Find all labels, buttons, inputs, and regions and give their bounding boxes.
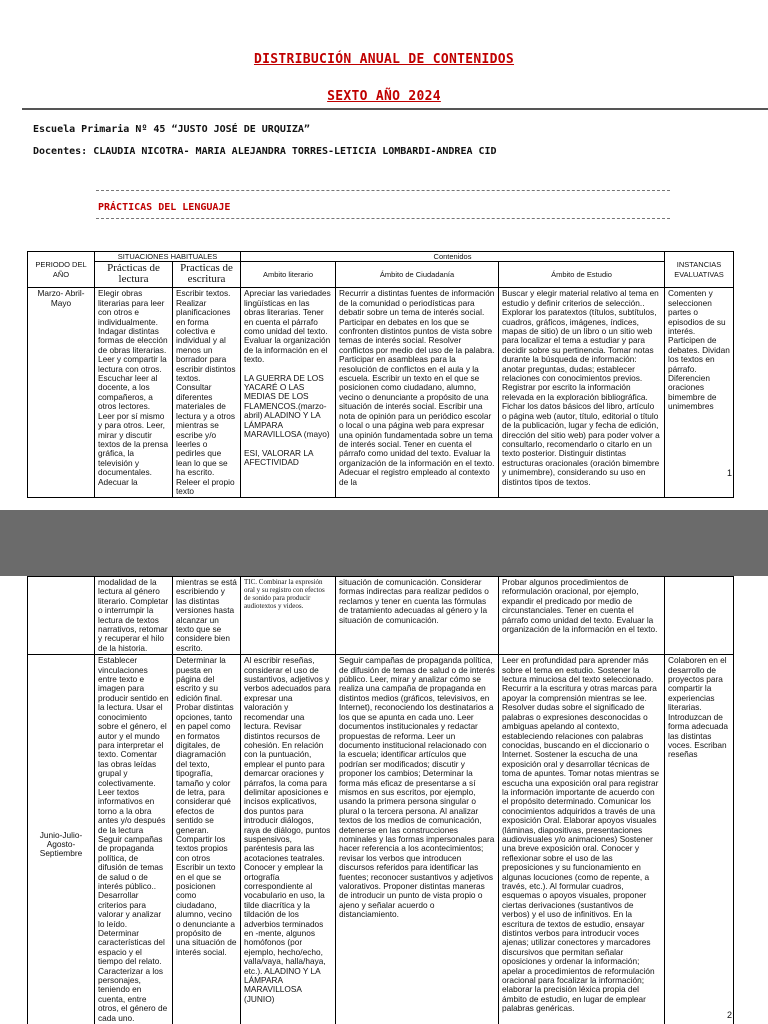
escritura-cell-continued: mientras se está escribiendo y las distintas versiones hasta alcanzar un texto que se considere bien escrito. [173,577,241,655]
header-divider [22,108,768,110]
header-ambito-estudio: Ámbito de Estudio [499,262,665,288]
header-practicas-escritura: Practicas de escritura [173,262,241,288]
period-cell-continued [28,577,95,655]
document-title: DISTRIBUCIÓN ANUAL DE CONTENIDOS [253,52,515,67]
ciudadania-cell: Seguir campañas de propaganda política, de difusión de temas de salud o de interés público. Leer, mirar y analizar cómo se realiza una campaña de propaganda en distintos medios (gráficos, televisivos, en Internet), reconociendo los destinatarios a los que se apunta en cada uno. Leer documentos institucionales y redactar propuestas de reforma. Leer un documento institucional relacionado con la escuela; identificar artículos que podrían ser modificados; discutir y proponer los cambios; Determinar la forma más eficaz de presentarse a sí mismos en sus escritos, por ejemplo, usando la primera persona singular o plural o la tercera persona. Al analizar textos de los medios de comunicación, detenerse en las construcciones nominales y las formas impersonales para hacer referencia a los acontecimientos; revisar los verbos que introducen discursos referidos para identificar las fuentes; reconocer sustantivos y adjetivos valorativos. Proponer distintas maneras de introducir un punto de vista propio o ajeno y señalar acuerdo o distanciamiento. [336,655,499,1024]
lectura-cell-continued: modalidad de la lectura al género literario. Completar o interrumpir la lectura de textos narrativos, retomar y recuperar el hilo de la historia. [95,577,173,655]
header-ambito-ciudadania: Ámbito de Ciudadanía [336,262,499,288]
escritura-cell: Determinar la puesta en página del escrito y su edición final. Probar distintas opciones, tanto en papel como en formatos digitales, de diagramación del texto, tipografía, tamaño y color de letra, para considerar qué efectos de sentido se generan. Compartir los textos propios con otros Escribir un texto en el que se posicionen como ciudadano, alumno, vecino o denunciante a propósito de una situación de interés social. [173,655,241,1024]
ciudadania-cell: Recurrir a distintas fuentes de información de la comunidad o periodísticas para debatir sobre un tema de interés social. Participar en debates en los que se confronten distintos puntos de vista sobre temas de interés social. Resolver conflictos por medio del uso de la palabra. Participar en asambleas para la resolución de conflictos en el aula y la escuela. Escribir un texto en el que se posicionen como ciudadano, alumno, vecino o denunciante a propósito de una situación de interés social. Escribir una nota de opinión para un periódico escolar o local o una página web para expresar una opinión fundamentada sobre un tema de interés social. Tener en cuenta el párrafo como unidad del texto. Evaluar la organización de la información en el texto. Adecuar el registro empleado al contexto de la [336,288,499,498]
document-page-2 [0,576,768,1024]
literario-cell: Al escribir reseñas, considerar el uso de sustantivos, adjetivos y verbos adecuados para expresar una valoración y recomendar una lectura. Revisar distintos recursos de cohesión. En relación con la puntuación, emplear el punto para demarcar oraciones y párrafos, la coma para delimitar aposiciones e incisos explicativos, dos puntos para introducir diálogos, raya de diálogo, puntos suspensivos, paréntesis para las acotaciones teatrales. Conocer y emplear la ortografía correspondiente al vocabulario en uso, la tilde diacrítica y la tildación de los adverbios terminados en -mente, algunos homófonos (por ejemplo, hecho/echo, valla/vaya, halla/haya, etc.). ALADINO Y LA LÁMPARA MARAVILLOSA (JUNIO) [241,655,336,1024]
page-number: 1 [727,468,733,478]
literario-text: Apreciar las variedades lingüísticas en las obras literarias. Tener en cuenta el párrafo como unidad del texto. Evaluar la organización de la información en el texto. [244,288,331,365]
evaluativas-cell: Comenten y seleccionen partes o episodios de su interés. Participen de debates. Dividan los textos en párrafo. Diferencien oraciones bimembre de unimembres [665,288,734,498]
period-cell: Marzo- Abril- Mayo [28,288,95,498]
header-instancias: INSTANCIAS EVALUATIVAS [665,252,734,288]
header-contenidos: Contenidos [241,252,665,262]
header-period: PERIODO DEL AÑO [28,252,95,288]
literario-esi: ESI, VALORAR LA AFECTIVIDAD [244,447,314,467]
contents-table-continued [27,576,734,1024]
escritura-cell: Escribir textos. Realizar planificaciones en forma colectiva e individual y al menos un borrador para escribir distintos textos. Consultar diferentes materiales de lectura y a otros mientras se escribe y/o leerles o pedirles que lean lo que se ha escrito. Releer el propio texto [173,288,241,498]
dashed-divider [96,190,670,191]
contents-table [27,251,734,498]
evaluativas-cell-continued [665,577,734,655]
ciudadania-cell-continued: situación de comunicación. Considerar formas indirectas para realizar pedidos o reclamos y tener en cuenta las fórmulas de tratamiento adecuadas al género y la situación de comunicación. [336,577,499,655]
header-practicas-lectura: Prácticas de lectura [95,262,173,288]
document-page-1 [0,0,768,510]
header-ambito-literario: Ambito literario [241,262,336,288]
page-number: 2 [727,1010,733,1020]
section-title: PRÁCTICAS DEL LENGUAJE [98,202,231,213]
lectura-cell: Elegir obras literarias para leer con otros e individualmente. Indagar distintas formas de elección de obras literarias. Leer y compartir la lectura con otros. Escuchar leer al docente, a los compañeros, a otros lectores. Leer por sí mismo y para otros. Leer, mirar y discutir textos de la prensa gráfica, la televisión y documentales. Adecuar la [95,288,173,498]
school-name: Escuela Primaria Nº 45 “JUSTO JOSÉ DE URQUIZA” [33,124,310,135]
literario-readings: LA GUERRA DE LOS YACARÉ O LAS MEDIAS DE LOS FLAMENCOS.(marzo-abril) ALADINO Y LA LÁMPARA MARAVILLOSA (mayo) [244,372,330,440]
estudio-cell: Buscar y elegir material relativo al tema en estudio y definir criterios de selección.. Explorar los paratextos (títulos, subtítulos, cuadros, gráficos, imágenes, índices, mapas de sitio) de un libro o un sitio web para localizar el tema a estudiar y para decidir sobre su pertinencia. Tomar notas durante la búsqueda de información: anotar preguntas, dudas; establecer relaciones con conocimientos previos. Registrar por escrito la información relevada en la exploración bibliográfica. Fichar los datos básicos del libro, artículo o página web (autor, título, editorial o título de la publicación, lugar y fecha de edición, dirección del sitio web) para poder volver a consultarlo, recomendarlo o citarlo en un texto posterior. Distinguir distintas estructuras oracionales (oración bimembre y unimembre), considerando su uso en distintos tipos de textos. [499,288,665,498]
period-cell: Junio-Julio-Agosto-Septiembre [28,655,95,1024]
literario-cell-continued: TIC. Combinar la expresión oral y su registro con efectos de sonido para producir audiotextos y videos. [241,577,336,655]
literario-cell [241,288,336,498]
estudio-cell: Leer en profundidad para aprender más sobre el tema en estudio. Sostener la lectura minuciosa del texto seleccionado. Recurrir a la escritura y otras marcas para apoyar la comprensión mientras se lee. Resolver dudas sobre el significado de palabras o expresiones desconocidas o ambiguas apelando al contexto, estableciendo relaciones con palabras conocidas, buscando en el diccionario o Internet. Sostener la escucha de una exposición oral y desarrollar técnicas de toma de apuntes. Tomar notas mientras se escucha una exposición oral para registrar la información importante de acuerdo con el propósito determinado. Comunicar los conocimientos adquiridos a través de una exposición Oral. Elaborar apoyos visuales (láminas, diapositivas, presentaciones audiovisuales y/o animaciones) Sostener una breve exposición oral. Conocer y reflexionar sobre el uso de las preposiciones y su funcionamiento en algunas locuciones (como de repente, a través, etc.). Al formular cuadros, esquemas o apoyos visuales, proponer ciertas derivaciones (sustantivos de verbos) y el uso de infinitivos. En la escritura de textos de estudio, ensayar distintos verbos para introducir voces ajenas; utilizar conectores y marcadores discursivos que permitan señalar oposiciones y ordenar la información; apelar a procedimientos de reformulación oracional para focalizar la información; elaborar la precisión léxica propia del ámbito de estudio, en lugar de emplear palabras genéricas. [499,655,665,1024]
evaluativas-cell: Colaboren en el desarrollo de proyectos para compartir la experiencias literarias. Introduzcan de forma adecuada las distintas voces. Escriban reseñas [665,655,734,1024]
dashed-divider [96,218,670,219]
header-situaciones: SITUACIONES HABITUALES [95,252,241,262]
document-subtitle: SEXTO AÑO 2024 [327,89,441,104]
teachers-line: Docentes: CLAUDIA NICOTRA- MARIA ALEJANDRA TORRES-LETICIA LOMBARDI-ANDREA CID [33,146,497,157]
lectura-cell: Establecer vinculaciones entre texto e imagen para producir sentido en la lectura. Usar el conocimiento sobre el género, el autor y el mundo para interpretar el texto. Comentar las obras leídas grupal y colectivamente. Leer textos informativos en torno a la obra antes y/o después de la lectura Seguir campañas de propaganda política, de difusión de temas de salud o de interés público.. Desarrollar criterios para valorar y analizar lo leído. Determinar características del espacio y el tiempo del relato. Caracterizar a los personajes, teniendo en cuenta, entre otros, el género de cada uno. [95,655,173,1024]
estudio-cell-continued: Probar algunos procedimientos de reformulación oracional, por ejemplo, expandir el predicado por medio de circunstanciales. Tener en cuenta el párrafo como unidad del texto. Evaluar la organización de la información en el texto. [499,577,665,655]
